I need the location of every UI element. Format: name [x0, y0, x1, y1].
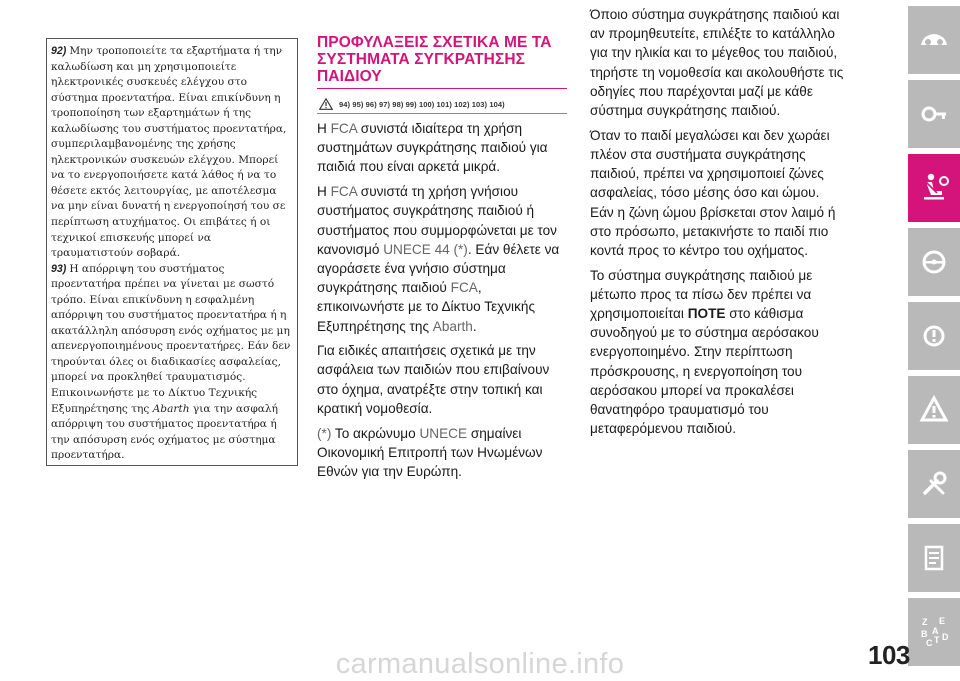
references-divider: [317, 113, 567, 114]
tab-technical-data[interactable]: [908, 524, 960, 592]
text-run: FCA: [450, 280, 478, 296]
footnote: [51, 262, 291, 464]
middle-text: [317, 119, 569, 481]
tab-warning-lights[interactable]: [908, 302, 960, 370]
text-run: FCA: [330, 121, 358, 136]
text-run: Όταν το παιδί μεγαλώσει και δεν χωράει πλέον στα συστήματα συγκράτησης παιδιού, πρέπει να χρησιμοποιεί ζώνες ασφαλείας, τόσο μέσης όσο και ώμου. Εάν η ζώνη ώμου βρίσκεται στον λαιμό ή στο πρόσωπο, μετακινήστε το παιδί πιο κοντά προς το κέντρο του οχήματος.: [590, 127, 836, 258]
footnote-text: Μην τροποποιείτε τα εξαρτήματα ή την καλωδίωση και μη χρησιμοποιείτε ηλεκτρονικές συσκευές ελέγχου στο σύστημα προεντατήρα. Είναι επικίνδυνη η τροποποίηση των εξαρτημάτων ή της καλωδίωσης του συστήματος προεντατήρα, συμπεριλαμβανομένης της χρήσης ηλεκτρονικών συσκευών ελέγχου. Μπορεί να το ενεργοποιήσετε κατά λάθος ή να το θέσετε εκτός λειτουργίας, με αποτέλεσμα να μην είναι δυνατή η ενεργοποίησή του σε περίπτωση ατυχήματος. Οι επιβάτες ή οι τεχνικοί επισκευής μπορεί να τραυματιστούν σοβαρά.: [51, 45, 287, 260]
svg-text:ZEBACTD: [921, 616, 949, 648]
index-letters-icon: [917, 615, 951, 649]
car-dashboard-icon: [917, 23, 951, 57]
footnote-number: 92): [51, 45, 67, 57]
text-run: Το σύστημα συγκράτησης παιδιού με μέτωπο προς τα πίσω δεν πρέπει να χρησιμοποιείται: [590, 267, 813, 322]
body-paragraph: [590, 126, 845, 260]
tab-key[interactable]: [908, 80, 960, 148]
maintenance-tools-icon: [917, 467, 951, 501]
text-run: Η: [317, 121, 331, 136]
tab-emergency[interactable]: [908, 376, 960, 444]
text-run: Η: [317, 184, 331, 200]
index-letter: A: [932, 626, 939, 636]
text-run: . Εάν θέλετε να αγοράσετε ένα γνήσιο σύστημα συγκράτησης παιδιού: [317, 241, 560, 296]
key-icon: [917, 97, 951, 131]
body-paragraph: [590, 266, 845, 439]
body-paragraph: [317, 341, 569, 418]
right-text: [590, 5, 845, 438]
tab-car-dashboard[interactable]: [908, 6, 960, 74]
steering-wheel-icon: [917, 245, 951, 279]
index-letter: E: [939, 616, 946, 626]
text-run: σημαίνει Οικονομική Επιτροπή των Ηνωμένων Εθνών για την Ευρώπη.: [317, 425, 543, 479]
body-paragraph: [317, 424, 569, 482]
text-run: .: [472, 318, 477, 334]
text-run: συνιστά τη χρήση γνήσιου συστήματος συγκράτησης παιδιού ή συστήματος που συμμορφώνεται με τον κανονισμό: [317, 184, 557, 257]
tab-starting-driving[interactable]: [908, 228, 960, 296]
index-letter: C: [926, 638, 933, 648]
text-run: FCA: [330, 184, 358, 200]
text-run: (*): [317, 425, 332, 441]
body-paragraph: [317, 119, 569, 177]
footnote: [51, 44, 291, 262]
footnote-text: για την ασφαλή απόρριψη του συστήματος προεντατήρα ή την απόσυρση ενός οχήματος με σύστημα προεντατήρα.: [51, 402, 278, 462]
chapter-sidebar: [908, 0, 960, 678]
warning-references-row: [319, 98, 569, 110]
text-run: Abarth: [432, 318, 473, 334]
right-column: [590, 5, 845, 438]
text-run: Το ακρώνυμο: [331, 425, 420, 441]
tab-safety[interactable]: [908, 154, 960, 222]
body-paragraph: [590, 5, 845, 120]
section-title: ΠΡΟΦΥΛΑΞΕΙΣ ΣΧΕΤΙΚΑ ΜΕ ΤΑ ΣΥΣΤΗΜΑΤΑ ΣΥΓΚΡΑΤΗΣΗΣ ΠΑΙΔΙΟΥ: [317, 34, 552, 85]
index-letter: B: [921, 629, 928, 639]
footnotes-box: [46, 38, 298, 466]
text-run: UNECE: [419, 425, 468, 441]
text-run: Για ειδικές απαιτήσεις σχετικά με την ασφάλεια των παιδιών που επιβαίνουν στο όχημα, ανατρέξτε στην τοπική και κρατική νομοθεσία.: [317, 343, 550, 416]
index-letter: T: [934, 635, 940, 645]
warning-references: 94) 95) 96) 97) 98) 99) 100) 101) 102) 103) 104): [339, 99, 505, 109]
text-run: Όποιο σύστημα συγκράτησης παιδιού και αν προμηθευτείτε, επιλέξτε το κατάλληλο για την ηλικία και το μέγεθος του παιδιού, τηρήστε τη νομοθεσία και ακολουθήστε τις οδηγίες που παρέχονται μαζί με κάθε σύστημα συγκράτησης παιδιού.: [590, 7, 844, 119]
index-letter: Z: [922, 617, 928, 627]
watermark: carmanualsonline.info: [335, 648, 625, 680]
emergency-triangle-icon: [917, 393, 951, 427]
warning-triangle-icon: [319, 98, 333, 110]
title-divider: [317, 88, 567, 89]
middle-column: [317, 34, 569, 481]
footnote-text: Η απόρριψη του συστήματος προεντατήρα πρέπει να γίνεται με σωστό τρόπο. Είναι επικίνδυνη η εσφαλμένη απόρριψη του συστήματος προεντατήρα ή η ακατάλληλη απόσυρση ενός οχήματος με μη απενεργοποιημένους προεντατήρες. Εάν δεν τηρούνται όλες οι διαδικασίες ασφαλείας, μπορεί να προκληθεί τραυματισμός. Επικοινωνήστε με το Δίκτυο Τεχνικής Εξυπηρέτησης της: [51, 262, 291, 415]
page-number: 103: [868, 640, 910, 670]
body-paragraph: [317, 182, 569, 336]
text-run: UNECE 44 (*): [383, 241, 468, 257]
footnote-text: Abarth: [152, 402, 190, 415]
text-run: συνιστά ιδιαίτερα τη χρήση συστημάτων συγκράτησης παιδιού για παιδιά που είναι αρκετά μικρά.: [317, 121, 548, 175]
text-run: , επικοινωνήστε με το Δίκτυο Τεχνικής Εξυπηρέτησης της: [317, 280, 535, 334]
tab-maintenance[interactable]: [908, 450, 960, 518]
seat-airbag-icon: [917, 171, 951, 205]
text-run: ΠΟΤΕ: [687, 306, 726, 322]
index-letter: D: [942, 632, 949, 642]
warning-light-icon: [917, 319, 951, 353]
technical-data-icon: [917, 541, 951, 575]
text-run: στο κάθισμα συνοδηγού με το σύστημα αερόσακου ενεργοποιημένο. Στην περίπτωση πρόσκρουσης, η ενεργοποίηση του αερόσακου μπορεί να προκαλέσει θανατηφόρο τραυματισμό του μεταφερόμενου παιδιού.: [590, 306, 819, 437]
footnote-number: 93): [51, 262, 67, 275]
